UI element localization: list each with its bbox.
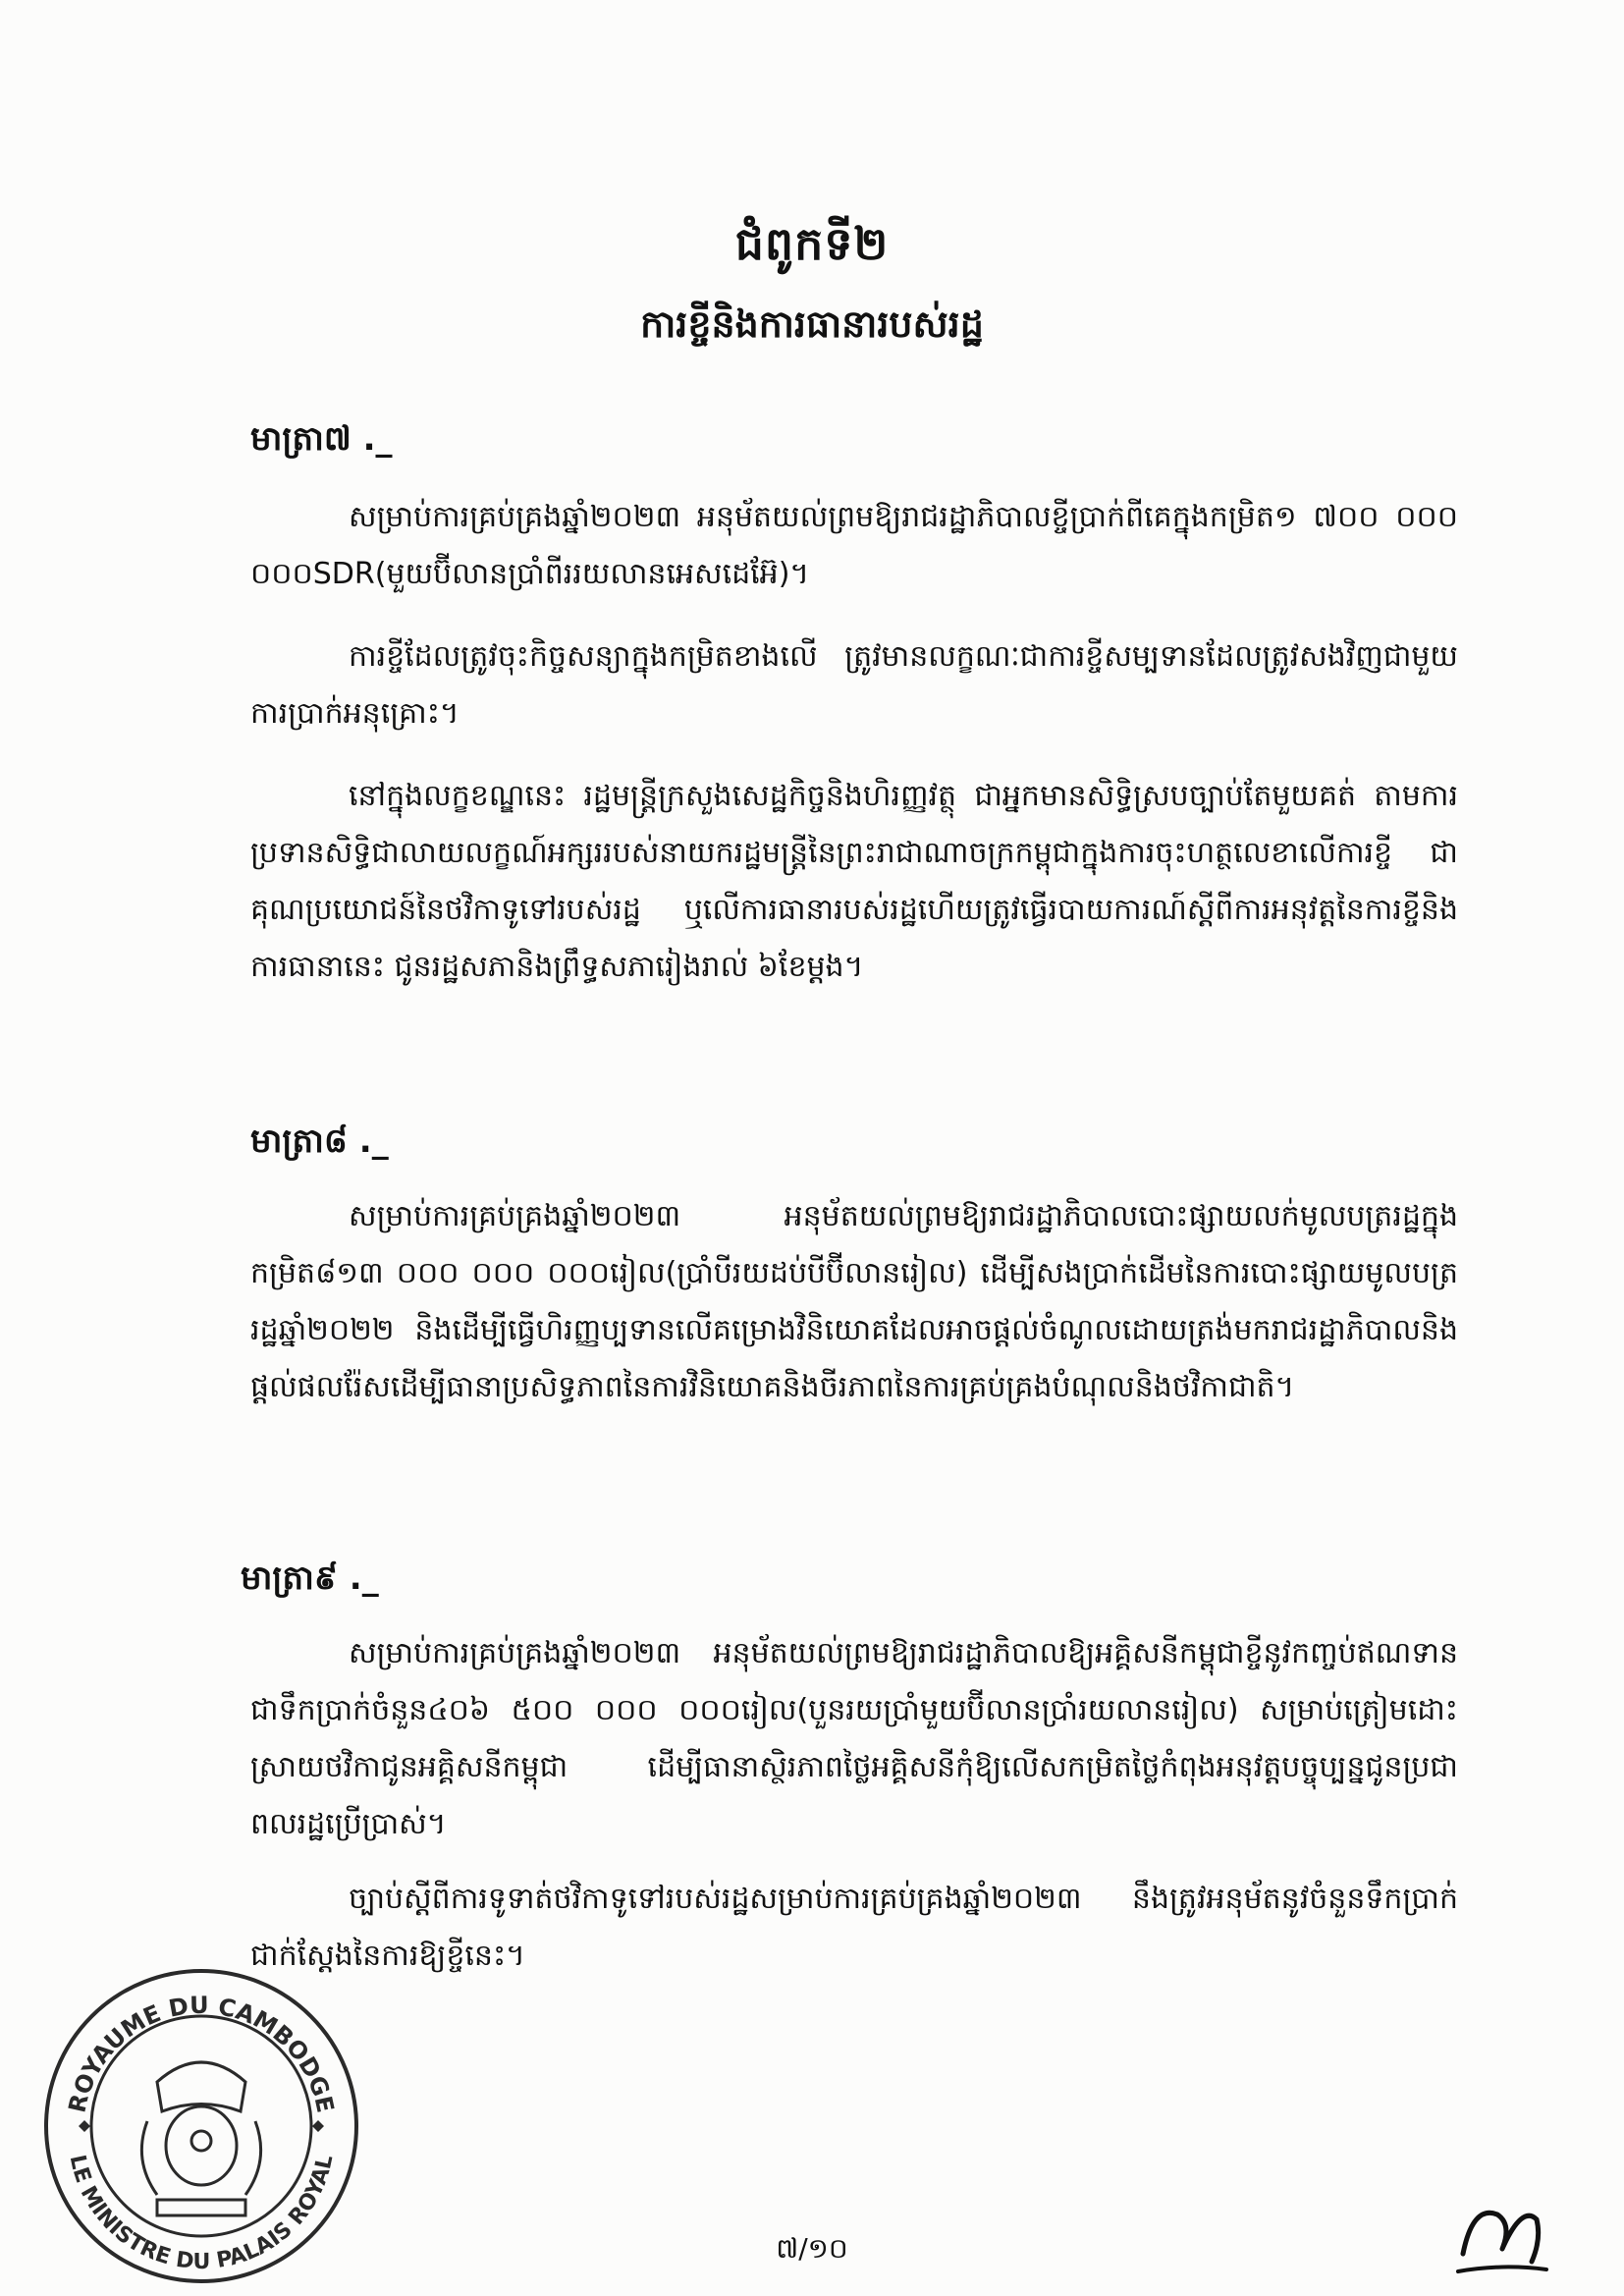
article-paragraph: ច្បាប់ស្តីពីការទូទាត់ថវិកាទូទៅរបស់រដ្ឋសម្រាប់ការគ្រប់គ្រងឆ្នាំ២០២៣ នឹងត្រូវអនុម័តនូវចំនួនទឹកប្រាក់ជាក់ស្តែងនៃការឱ្យខ្ចីនេះ។	[250, 1882, 1458, 1973]
article-heading: មាត្រា៨ ._	[250, 1121, 389, 1161]
article-heading: មាត្រា៩ ._	[241, 1558, 379, 1598]
page-number: ៧/១០	[776, 2232, 848, 2265]
article-paragraph: សម្រាប់ការគ្រប់គ្រងឆ្នាំ២០២៣ អនុម័តយល់ព្រមឱ្យរាជរដ្ឋាភិបាលបោះផ្សាយលក់មូលបត្ររដ្ឋក្នុងកម្រិត៨១៣ ០០០ ០០០ ០០០រៀល(ប្រាំបីរយដប់បីប៊ីលានរៀល) ដើម្បីសងប្រាក់ដើមនៃការបោះផ្សាយមូលបត្ររដ្ឋឆ្នាំ២០២២ និងដើម្បីធ្វើហិរញ្ញប្បទានលើគម្រោងវិនិយោគដែលអាចផ្តល់ចំណូលដោយត្រង់មករាជរដ្ឋាភិបាលនិងផ្តល់ផលរ៉ែសដើម្បីធានាប្រសិទ្ធភាពនៃការវិនិយោគនិងចីរភាពនៃការគ្រប់គ្រងបំណុលនិងថវិកាជាតិ។	[250, 1199, 1458, 1404]
article-paragraph: ការខ្ចីដែលត្រូវចុះកិច្ចសន្យាក្នុងកម្រិតខាងលើ ត្រូវមានលក្ខណៈជាការខ្ចីសម្បទានដែលត្រូវសងវិញជាមួយការប្រាក់អនុគ្រោះ។	[250, 639, 1458, 731]
seal-top-text: ROYAUME DU CAMBODGE	[63, 1991, 340, 2115]
article-paragraph: សម្រាប់ការគ្រប់គ្រងឆ្នាំ២០២៣ អនុម័តយល់ព្រមឱ្យរាជរដ្ឋាភិបាលឱ្យអគ្គិសនីកម្ពុជាខ្ចីនូវកញ្ចប់ឥណទានជាទឹកប្រាក់ចំនួន៤០៦ ៥០០ ០០០ ០០០រៀល(បួនរយប្រាំមួយប៊ីលានប្រាំរយលានរៀល) សម្រាប់ត្រៀមដោះស្រាយថវិកាជូនអគ្គិសនីកម្ពុជា ដើម្បីធានាស្ថិរភាពថ្លៃអគ្គិសនីកុំឱ្យលើសកម្រិតថ្លៃកំពុងអនុវត្តបច្ចុប្បន្នជូនប្រជាពលរដ្ឋប្រើប្រាស់។	[250, 1636, 1458, 1841]
article-heading: មាត្រា៧ ._	[250, 419, 393, 459]
chapter-title: ជំពូកទី២	[734, 217, 890, 270]
chapter-subtitle: ការខ្ចីនិងការធានារបស់រដ្ឋ	[640, 302, 984, 346]
svg-text:ROYAUME DU CAMBODGE	[63, 1992, 339, 2115]
seal-bottom-text: LE MINISTRE DU PALAIS ROYAL	[64, 2153, 339, 2274]
article-paragraph: នៅក្នុងលក្ខខណ្ឌនេះ រដ្ឋមន្ត្រីក្រសួងសេដ្ឋកិច្ចនិងហិរញ្ញវត្ថុ ជាអ្នកមានសិទ្ធិស្របច្បាប់តែមួយគត់ តាមការប្រទានសិទ្ធិជាលាយលក្ខណ៍អក្សររបស់នាយករដ្ឋមន្ត្រីនៃព្រះរាជាណាចក្រកម្ពុជាក្នុងការចុះហត្ថលេខាលើការខ្ចី ជាគុណប្រយោជន៍នៃថវិកាទូទៅរបស់រដ្ឋ ឬលើការធានារបស់រដ្ឋហើយត្រូវធ្វើរបាយការណ៍ស្តីពីការអនុវត្តនៃការខ្ចីនិងការធានានេះ ជូនរដ្ឋសភានិងព្រឹទ្ធសភារៀងរាល់ ៦ខែម្តង។	[250, 779, 1458, 984]
article-paragraph: សម្រាប់ការគ្រប់គ្រងឆ្នាំ២០២៣ អនុម័តយល់ព្រមឱ្យរាជរដ្ឋាភិបាលខ្ចីប្រាក់ពីគេក្នុងកម្រិត១ ៧០០ ០០០ ០០០SDR(មួយប៊ីលានប្រាំពីររយលានអេសដេអ៊ែ)។	[250, 500, 1458, 591]
